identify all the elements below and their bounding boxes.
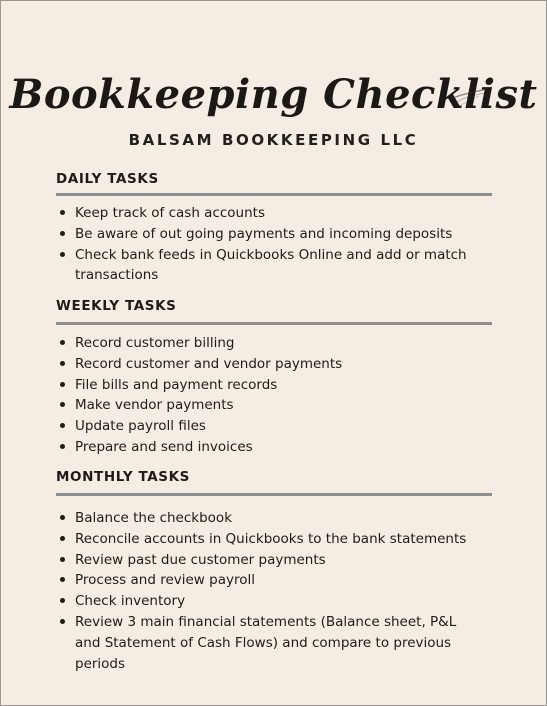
daily-tasks-list bbox=[56, 203, 476, 286]
list-item: File bills and payment records bbox=[56, 375, 476, 396]
list-item: Check inventory bbox=[56, 591, 476, 612]
daily-tasks-heading: DAILY TASKS bbox=[56, 171, 159, 187]
list-item: Balance the checkbook bbox=[56, 508, 476, 529]
list-item: Reconcile accounts in Quickbooks to the bank statements bbox=[56, 529, 476, 550]
list-item: Keep track of cash accounts bbox=[56, 203, 476, 224]
list-item: Review past due customer payments bbox=[56, 550, 476, 571]
monthly-tasks-list bbox=[56, 508, 476, 674]
list-item: Process and review payroll bbox=[56, 570, 476, 591]
list-item: Update payroll files bbox=[56, 416, 476, 437]
bullet-icon bbox=[60, 444, 65, 449]
bullet-icon bbox=[60, 536, 65, 541]
bullet-icon bbox=[60, 252, 65, 257]
bullet-icon bbox=[60, 231, 65, 236]
list-item: Make vendor payments bbox=[56, 395, 476, 416]
bullet-icon bbox=[60, 402, 65, 407]
daily-tasks-divider bbox=[56, 193, 492, 196]
bullet-icon bbox=[60, 515, 65, 520]
bullet-icon bbox=[60, 557, 65, 562]
bullet-icon bbox=[60, 340, 65, 345]
bullet-icon bbox=[60, 577, 65, 582]
company-name: BALSAM BOOKKEEPING LLC bbox=[128, 131, 419, 149]
list-item: Check bank feeds in Quickbooks Online and add or match transactions bbox=[56, 245, 476, 287]
bullet-icon bbox=[60, 382, 65, 387]
page-title: Bookkeeping Checklist bbox=[9, 71, 538, 118]
bullet-icon bbox=[60, 598, 65, 603]
brush-stroke-decoration bbox=[449, 83, 489, 109]
list-item: Record customer and vendor payments bbox=[56, 354, 476, 375]
monthly-tasks-divider bbox=[56, 493, 492, 496]
list-item: Prepare and send invoices bbox=[56, 437, 476, 458]
weekly-tasks-heading: WEEKLY TASKS bbox=[56, 298, 177, 314]
weekly-tasks-divider bbox=[56, 322, 492, 325]
list-item: Be aware of out going payments and incoming deposits bbox=[56, 224, 476, 245]
bullet-icon bbox=[60, 423, 65, 428]
monthly-tasks-heading: MONTHLY TASKS bbox=[56, 469, 191, 485]
bullet-icon bbox=[60, 361, 65, 366]
bullet-icon bbox=[60, 210, 65, 215]
weekly-tasks-list bbox=[56, 333, 476, 458]
list-item: Record customer billing bbox=[56, 333, 476, 354]
list-item: Review 3 main financial statements (Balance sheet, P&L and Statement of Cash Flows) and compare to previous periods bbox=[56, 612, 476, 674]
bullet-icon bbox=[60, 619, 65, 624]
